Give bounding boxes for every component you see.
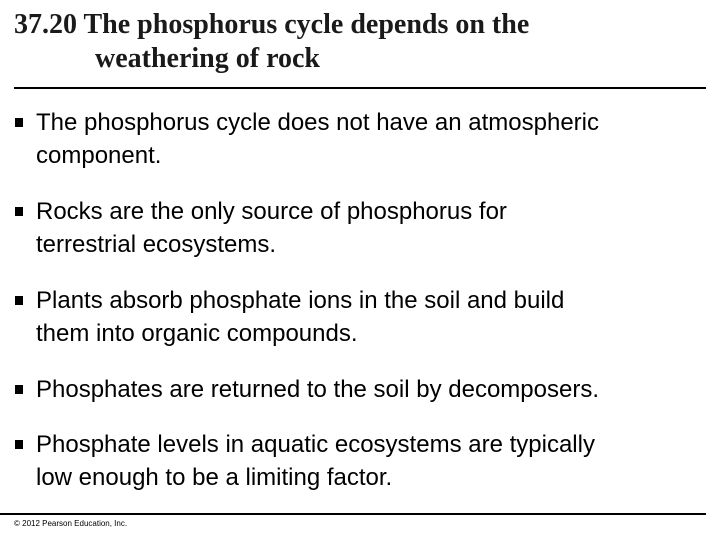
copyright-text: © 2012 Pearson Education, Inc. bbox=[14, 519, 128, 528]
bullet-text-line: Rocks are the only source of phosphorus for bbox=[36, 198, 507, 225]
footer-divider bbox=[0, 513, 706, 515]
bullet-text bbox=[14, 195, 704, 261]
bullet-text-line: them into organic compounds. bbox=[36, 320, 358, 347]
bullet-text bbox=[14, 428, 704, 494]
bullet-item bbox=[14, 195, 704, 261]
slide-title-line-1: 37.20 The phosphorus cycle depends on the bbox=[14, 9, 530, 40]
slide-title-line-2: weathering of rock bbox=[95, 43, 320, 74]
bullet-text bbox=[14, 106, 704, 172]
bullet-text-line: Plants absorb phosphate ions in the soil and build bbox=[36, 287, 565, 314]
bullet-text bbox=[14, 373, 704, 406]
bullet-item bbox=[14, 284, 704, 350]
slide-title bbox=[14, 8, 704, 76]
bullet-text-line: component. bbox=[36, 142, 162, 169]
bullet-text-line: terrestrial ecosystems. bbox=[36, 231, 277, 258]
bullet-text-line: Phosphate levels in aquatic ecosystems are typically bbox=[36, 431, 595, 458]
bullet-text-line: Phosphates are returned to the soil by decomposers. bbox=[36, 376, 599, 403]
bullet-text-line: The phosphorus cycle does not have an atmospheric bbox=[36, 109, 600, 136]
bullet-item bbox=[14, 373, 704, 406]
bullet-text-line: low enough to be a limiting factor. bbox=[36, 464, 393, 491]
bullet-text bbox=[14, 284, 704, 350]
bullet-item bbox=[14, 106, 704, 172]
bullet-item bbox=[14, 428, 704, 494]
title-divider bbox=[14, 87, 706, 89]
